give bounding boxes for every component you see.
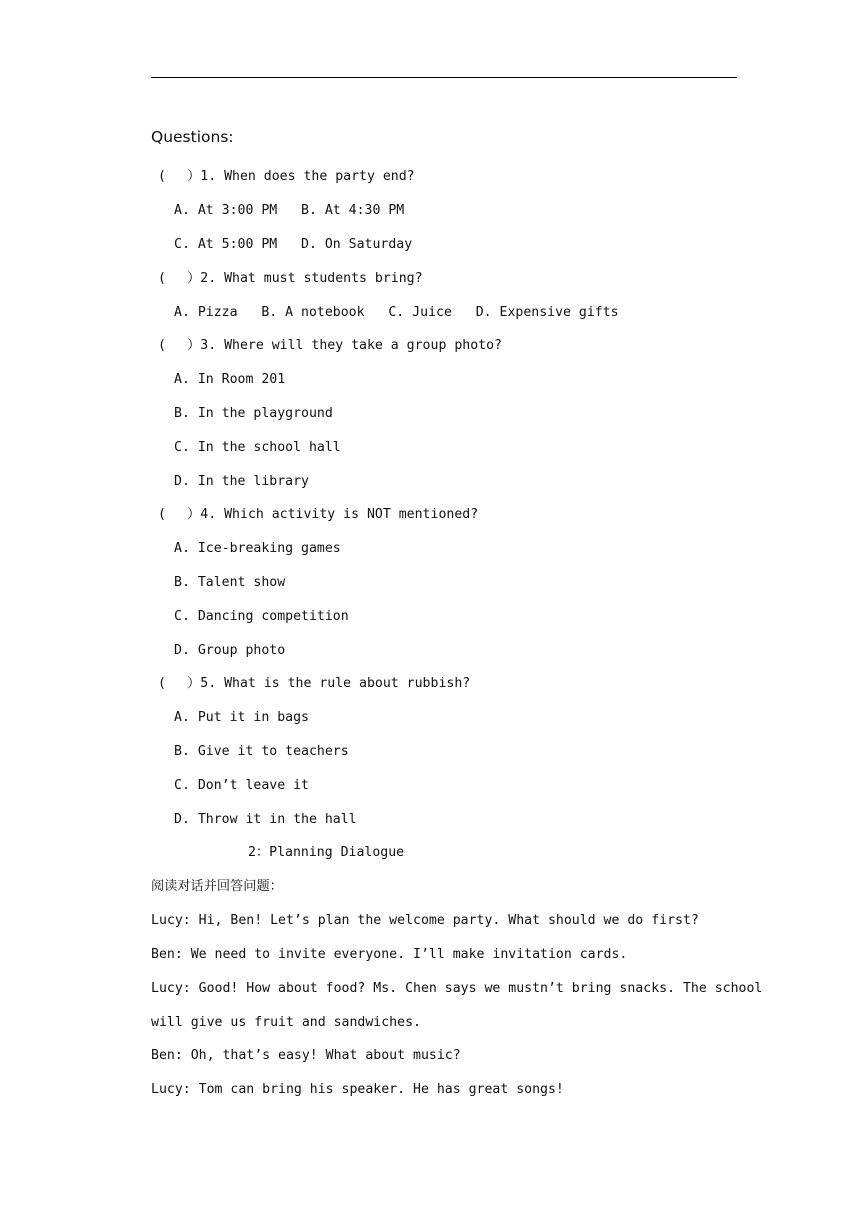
dialogue-line-2: Ben: We need to invite everyone. I’ll make invitation cards. [151,947,628,962]
question-5-option-c: C. Don’t leave it [174,778,309,793]
question-4-option-b: B. Talent show [174,575,286,590]
question-5-option-b: B. Give it to teachers [174,744,349,759]
question-2-options-line-1: A. Pizza B. A notebook C. Juice D. Expensive gifts [174,305,619,320]
question-3-option-b: B. In the playground [174,406,333,421]
question-5-option-a: A. Put it in bags [174,710,309,725]
question-4-option-a: A. Ice-breaking games [174,541,341,556]
question-5-stem: ( ）5. What is the rule about rubbish? [158,676,471,691]
question-4-option-c: C. Dancing competition [174,609,349,624]
question-3-option-a: A. In Room 201 [174,372,286,387]
question-4-stem: ( ）4. Which activity is NOT mentioned? [158,507,479,522]
question-3-option-c: C. In the school hall [174,440,341,455]
question-4-option-d: D. Group photo [174,643,286,658]
dialogue-line-1: Lucy: Hi, Ben! Let’s plan the welcome party. What should we do first? [151,913,699,928]
dialogue-line-3: Lucy: Good! How about food? Ms. Chen says we mustn’t bring snacks. The school [151,981,763,996]
question-1-stem: ( ）1. When does the party end? [158,169,415,184]
question-1-options-line-1: A. At 3:00 PM B. At 4:30 PM [174,203,405,218]
header-rule [151,77,737,78]
question-3-option-d: D. In the library [174,474,309,489]
dialogue-line-4: will give us fruit and sandwiches. [151,1015,421,1030]
question-2-stem: ( ）2. What must students bring? [158,271,423,286]
section-2-title: 2：Planning Dialogue [248,845,405,860]
questions-heading: Questions: [151,128,234,146]
section-2-instruction: 阅读对话并回答问题： [151,879,283,894]
dialogue-line-5: Ben: Oh, that’s easy! What about music? [151,1048,461,1063]
question-1-options-line-2: C. At 5:00 PM D. On Saturday [174,237,413,252]
dialogue-line-6: Lucy: Tom can bring his speaker. He has great songs! [151,1082,564,1097]
question-5-option-d: D. Throw it in the hall [174,812,357,827]
question-3-stem: ( ）3. Where will they take a group photo? [158,338,502,353]
